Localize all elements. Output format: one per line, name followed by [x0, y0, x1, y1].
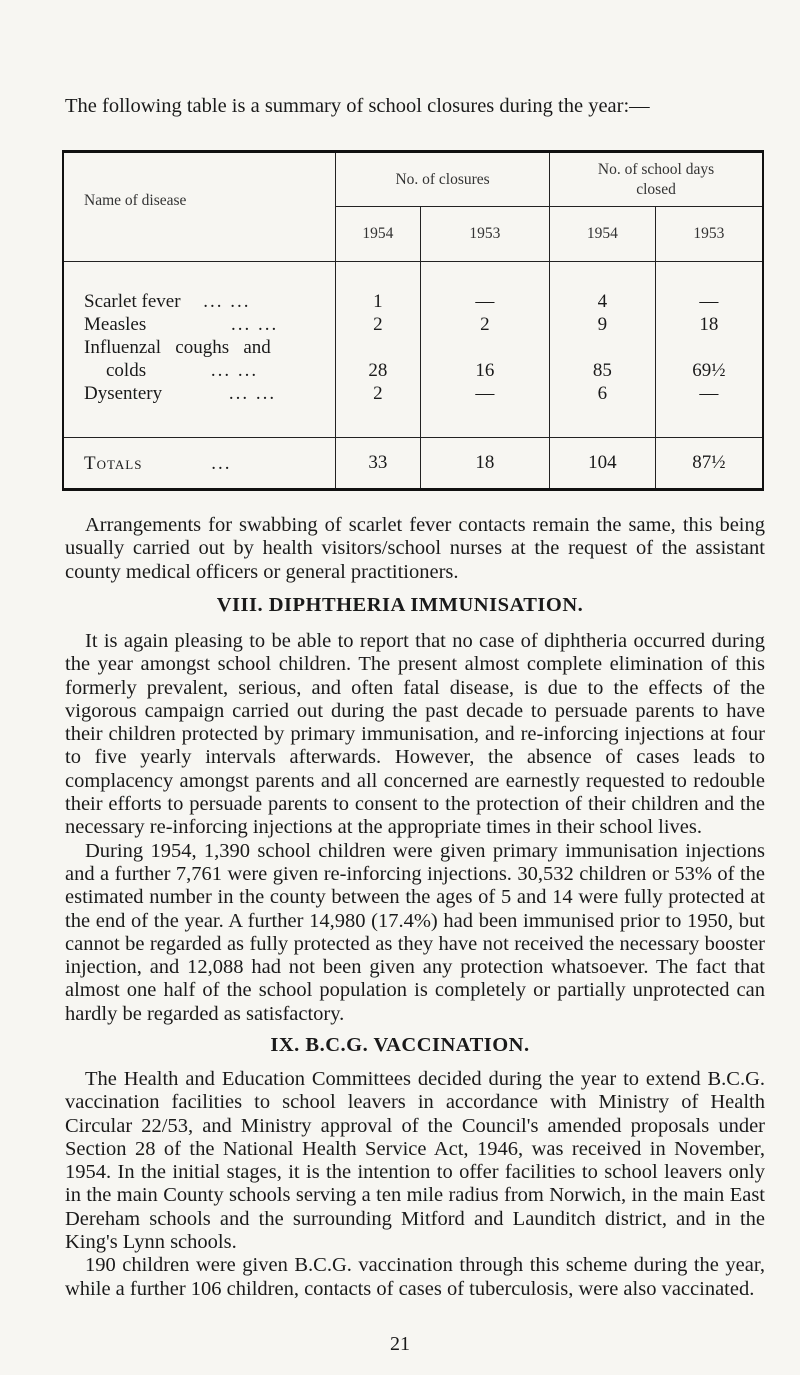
header-name-of-disease: Name of disease — [84, 192, 187, 209]
days-1954: 6 — [550, 382, 656, 438]
year-header: 1954 — [336, 207, 421, 262]
days-1954: 4 — [550, 262, 656, 314]
swabbing-paragraph-block — [65, 514, 765, 584]
totals-row — [63, 438, 763, 490]
closures-1953: 2 — [420, 313, 549, 336]
dot-leader: ... ... — [203, 291, 251, 312]
dot-leader: ... ... — [231, 314, 279, 335]
section-heading-diphtheria: VIII. DIPHTHERIA IMMUNISATION. — [216, 594, 584, 616]
header-days-closed: No. of school days closed — [550, 152, 763, 207]
total-days-1953: 87½ — [655, 438, 763, 490]
school-closures-table — [62, 150, 764, 491]
total-closures-1954: 33 — [336, 438, 421, 490]
totals-label: Totals — [84, 452, 143, 474]
total-days-1954: 104 — [550, 438, 656, 490]
bcg-section-body — [65, 1068, 765, 1301]
closures-1953: — — [420, 262, 549, 314]
header-no-of-closures: No. of closures — [336, 152, 550, 207]
closures-1954: 2 — [336, 313, 421, 336]
year-header: 1953 — [420, 207, 549, 262]
disease-name-continued: colds — [106, 360, 147, 381]
days-1954: 85 — [550, 336, 656, 382]
closures-1954: 28 — [336, 336, 421, 382]
table-row — [63, 313, 763, 336]
table-row — [63, 262, 763, 314]
dot-leader: ... ... — [228, 383, 277, 404]
closures-1954: 1 — [336, 262, 421, 314]
days-1953: 18 — [655, 313, 763, 336]
table-row — [63, 382, 763, 438]
days-1954: 9 — [550, 313, 656, 336]
diphtheria-paragraph-1: It is again pleasing to be able to report that no case of diphtheria occurred during the year amongst school children. The present almost complete elimination of this formerly prevalent, serious, and often fatal disease, is due to the effects of the vigorous campaign carried out during the past decade to persuade parents to have their children protected by primary immunisation, and re-inforcing injections at four to five yearly intervals afterwards. However, the absence of cases leads to complacency amongst parents and all concerned are earnestly requested to redouble their efforts to persuade parents to consent to the protection of their children and the necessary re-inforcing injections at the appropriate times in their school lives. — [65, 630, 765, 839]
year-header: 1953 — [655, 207, 763, 262]
bcg-paragraph-1: The Health and Education Committees decided during the year to extend B.C.G. vaccination facilities to school leavers in accordance with Ministry of Health Circular 22/53, and Ministry approval of the Council's amended proposals under Section 28 of the National Health Service Act, 1946, was received in November, 1954. In the initial stages, it is the intention to offer facilities to school leavers only in the main County schools serving a ten mile radius from Norwich, in the main East Dereham schools and the surrounding Mitford and Launditch district, and in the King's Lynn schools. — [65, 1068, 765, 1254]
closures-1954: 2 — [336, 382, 421, 438]
dot-leader: ... — [211, 452, 232, 474]
days-1953: — — [655, 382, 763, 438]
diphtheria-paragraph-2: During 1954, 1,390 school children were given primary immunisation injections and a further 7,761 were given re-inforcing injections. 30,532 children or 53% of the estimated number in the county between the ages of 5 and 14 were fully protected at the end of the year. A further 14,980 (17.4%) had been immunised prior to 1950, but cannot be regarded as fully protected as they have not received the necessary booster injection, and 12,088 had not been given any protection whatsoever. The fact that almost one half of the school population is completely or partially unprotected can hardly be regarded as satisfactory. — [65, 839, 765, 1025]
disease-name: Scarlet fever — [84, 291, 181, 312]
total-closures-1953: 18 — [420, 438, 549, 490]
disease-name: Measles — [84, 314, 147, 335]
swabbing-paragraph: Arrangements for swabbing of scarlet fever contacts remain the same, this being usually carried out by health visitors/school nurses at the request of the assistant county medical officers or general practitioners. — [65, 514, 765, 583]
days-1953: 69½ — [655, 336, 763, 382]
dot-leader: ... ... — [210, 360, 259, 381]
table-row — [63, 336, 763, 382]
bcg-paragraph-2: 190 children were given B.C.G. vaccination through this scheme during the year, while a further 106 children, contacts of cases of tuberculosis, were also vaccinated. — [65, 1254, 765, 1300]
diphtheria-section-body — [65, 630, 765, 1026]
closures-1953: — — [420, 382, 549, 438]
year-header: 1954 — [550, 207, 656, 262]
closures-1953: 16 — [420, 336, 549, 382]
disease-name: Dysentery — [84, 383, 163, 404]
disease-name: Influenzal coughs and — [84, 337, 271, 358]
days-1953: — — [655, 262, 763, 314]
intro-text: The following table is a summary of school closures during the year:— — [65, 95, 650, 117]
page-number: 21 — [390, 1333, 410, 1355]
section-heading-bcg: IX. B.C.G. VACCINATION. — [270, 1034, 530, 1056]
